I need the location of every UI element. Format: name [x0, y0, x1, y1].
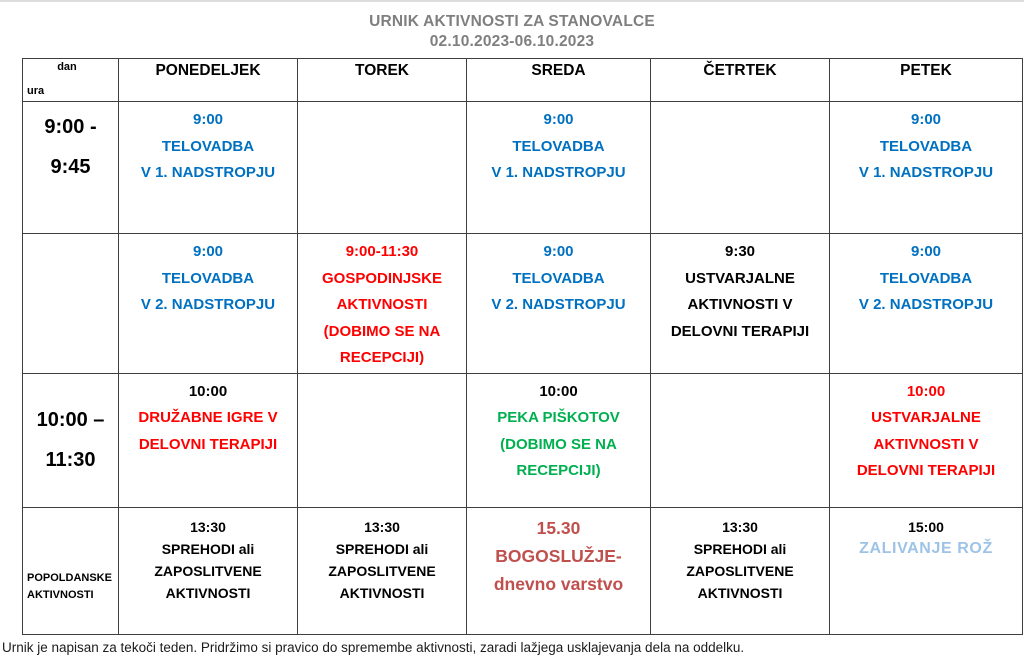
cell-line: AKTIVNOSTI: [336, 296, 428, 313]
cell-line: SPREHODI ali: [161, 540, 255, 557]
cell-line: dnevno varstvo: [493, 573, 624, 594]
cell-line: V 1. NADSTROPJU: [140, 164, 276, 181]
cell-row1-thursday: [651, 102, 830, 234]
cell-line: TELOVADBA: [512, 269, 605, 287]
cell-row4-thursday: [651, 507, 830, 634]
cell-line: PEKA PIŠKOTOV: [497, 409, 620, 426]
cell-line: 10:00 –: [36, 409, 105, 431]
cell-line: 13:30: [190, 518, 226, 535]
cell-line: TELOVADBA: [879, 269, 973, 287]
cell-line: 11:30: [45, 449, 96, 471]
cell-row3-friday: [830, 373, 1023, 507]
cell-line: 13:30: [364, 518, 400, 535]
cell-row2-thursday: [651, 234, 830, 374]
cell-line: V 2. NADSTROPJU: [491, 296, 626, 313]
cell-line: SPREHODI ali: [335, 540, 429, 557]
cell-row3-monday: [119, 373, 298, 507]
cell-line: RECEPCIJI): [339, 349, 425, 366]
cell-line: AKTIVNOSTI V: [687, 296, 793, 313]
cell-line: DRUŽABNE IGRE V: [138, 409, 278, 426]
cell-line: V 2. NADSTROPJU: [140, 296, 276, 313]
corner-day-label: dan: [57, 61, 77, 73]
cell-line: ZAPOSLITVENE: [328, 562, 436, 579]
cell-line: USTVARJALNE: [685, 269, 795, 287]
time-cell-row3: [23, 373, 119, 507]
cell-line: SPREHODI ali: [693, 540, 787, 557]
corner-cell: [23, 59, 119, 102]
cell-line: 9:00: [192, 111, 224, 128]
cell-line: TELOVADBA: [161, 269, 255, 287]
cell-row4-wednesday: [467, 507, 651, 634]
cell-line: TELOVADBA: [161, 137, 255, 155]
cell-line: DELOVNI TERAPIJI: [856, 462, 996, 479]
cell-line: 9:00: [543, 111, 574, 128]
cell-line: AKTIVNOSTI: [697, 584, 783, 601]
cell-line: BOGOSLUŽJE-: [495, 545, 622, 566]
cell-line: TELOVADBA: [879, 137, 973, 155]
cell-line: RECEPCIJI): [516, 462, 601, 479]
cell-line: 9:00-11:30: [345, 243, 419, 260]
page-title: URNIK AKTIVNOSTI ZA STANOVALCE: [369, 13, 655, 30]
schedule-row-1: [23, 102, 1023, 234]
schedule-table: [22, 58, 1023, 635]
cell-line: 9:00: [910, 243, 942, 260]
day-header-monday: PONEDELJEK: [119, 59, 298, 102]
cell-line: 15:00: [908, 518, 944, 535]
cell-row4-monday: [119, 507, 298, 634]
cell-line: TELOVADBA: [512, 137, 605, 155]
cell-line: AKTIVNOSTI: [339, 584, 425, 601]
day-header-wednesday: SREDA: [467, 59, 651, 102]
cell-row4-friday: [830, 507, 1023, 634]
cell-row2-monday: [119, 234, 298, 374]
cell-row1-wednesday: [467, 102, 651, 234]
cell-row1-friday: [830, 102, 1023, 234]
cell-line: 13:30: [722, 518, 758, 535]
cell-line: V 1. NADSTROPJU: [858, 164, 994, 181]
page-header: [0, 2, 1024, 52]
cell-line: 9:30: [724, 243, 756, 260]
cell-line: 10:00: [188, 382, 228, 400]
time-cell-row1: [23, 102, 119, 234]
cell-line: 9:00: [910, 111, 942, 128]
corner-hour-label: ura: [27, 85, 45, 97]
cell-line: V 2. NADSTROPJU: [858, 296, 994, 313]
cell-row1-monday: [119, 102, 298, 234]
cell-row3-wednesday: [467, 373, 651, 507]
schedule-row-3: [23, 373, 1023, 507]
cell-line: POPOLDANSKE: [27, 571, 112, 584]
cell-line: V 1. NADSTROPJU: [491, 164, 626, 181]
cell-line: 9:00: [192, 243, 224, 260]
day-header-tuesday: TOREK: [298, 59, 467, 102]
day-header-friday: PETEK: [830, 59, 1023, 102]
cell-line: ZAPOSLITVENE: [154, 562, 262, 579]
time-cell-row2: [23, 234, 119, 374]
cell-line: 9:45: [50, 156, 91, 178]
cell-line: ZALIVANJE ROŽ: [859, 539, 993, 557]
page-subtitle: 02.10.2023-06.10.2023: [429, 33, 595, 50]
cell-row2-wednesday: [467, 234, 651, 374]
cell-line: AKTIVNOSTI: [27, 588, 94, 601]
day-header-thursday: ČETRTEK: [651, 59, 830, 102]
cell-line: 15.30: [536, 517, 581, 538]
cell-row1-tuesday: [298, 102, 467, 234]
cell-line: GOSPODINJSKE: [321, 269, 443, 287]
cell-line: 10:00: [906, 382, 946, 400]
cell-line: DELOVNI TERAPIJI: [670, 322, 810, 340]
time-cell-row4-afternoon-label: [23, 507, 119, 634]
cell-line: 9:00 -: [44, 116, 97, 138]
cell-row2-tuesday: [298, 234, 467, 374]
cell-line: AKTIVNOSTI: [165, 584, 251, 601]
cell-line: (DOBIMO SE NA: [500, 435, 617, 453]
cell-line: 9:00: [543, 243, 574, 260]
cell-row2-friday: [830, 234, 1023, 374]
cell-line: USTVARJALNE: [871, 409, 981, 426]
cell-row4-tuesday: [298, 507, 467, 634]
cell-row3-thursday: [651, 373, 830, 507]
cell-line: AKTIVNOSTI V: [873, 435, 979, 453]
cell-row3-tuesday: [298, 373, 467, 507]
schedule-row-4: [23, 507, 1023, 634]
cell-line: 10:00: [539, 382, 578, 400]
footer-note: Urnik je napisan za tekoči teden. Pridržimo si pravico do spremembe aktivnosti, zaradi lažjega usklajevanja dela na oddelku.: [2, 639, 745, 655]
schedule-row-2: [23, 234, 1023, 374]
cell-line: ZAPOSLITVENE: [686, 562, 794, 579]
header-row: [23, 59, 1023, 102]
cell-line: DELOVNI TERAPIJI: [138, 435, 278, 453]
cell-line: (DOBIMO SE NA: [323, 322, 441, 340]
